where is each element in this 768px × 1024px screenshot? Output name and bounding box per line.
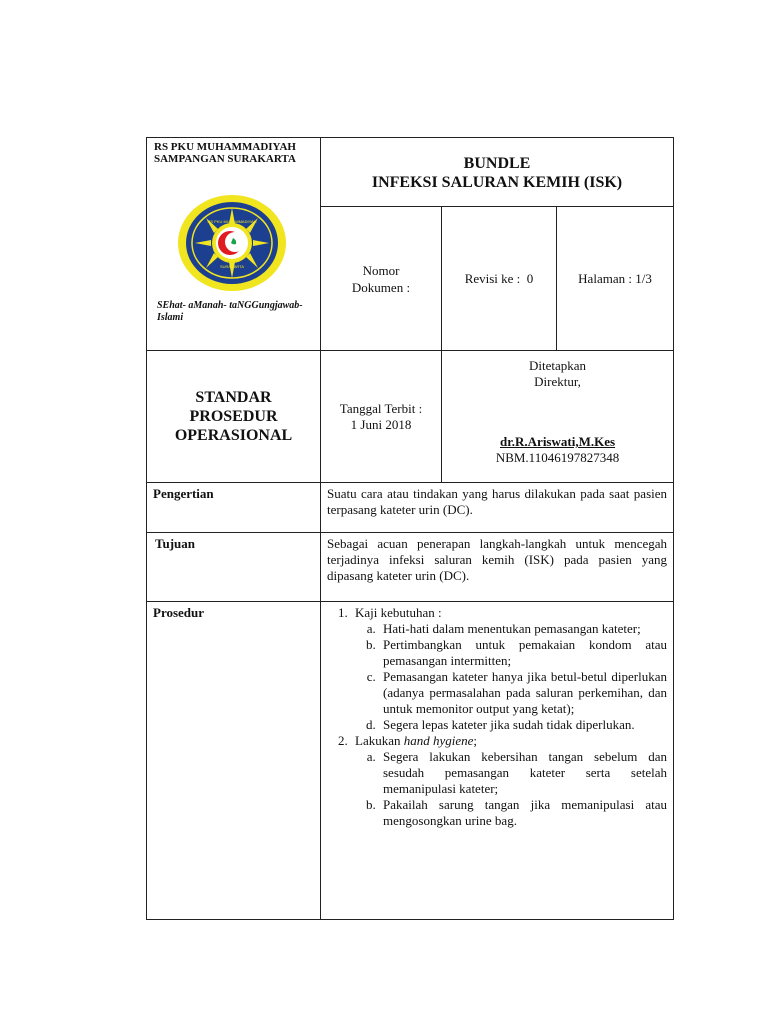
tujuan-text: Sebagai acuan penerapan langkah-langkah untuk mencegah terjadinya infeksi saluran kemih (ISK) pada pasien yang dipasang kateter urin (DC). — [321, 533, 674, 602]
signature-cell — [442, 351, 674, 483]
list-item: d. Segera lepas kateter jika sudah tidak diperlukan. — [379, 717, 667, 733]
tanggal-terbit-label: Tanggal Terbit : — [339, 400, 423, 416]
prosedur-substeps — [355, 749, 667, 829]
tujuan-label: Tujuan — [147, 533, 321, 602]
list-item: a. Segera lakukan kebersihan tangan sebelum dan sesudah pemasangan kateter serta setelah memanipulasi kateter; — [379, 749, 667, 797]
sop-table — [146, 137, 674, 920]
hospital-motto: SEhat- aManah- taNGGungjawab- Islami — [157, 300, 303, 323]
signer-nbm: NBM.11046197827348 — [495, 450, 620, 465]
prosedur-substeps — [355, 621, 667, 733]
list-item: b. Pertimbangkan untuk pemakaian kondom atau pemasangan intermitten; — [379, 637, 667, 669]
halaman-cell: Halaman : 1/3 — [557, 207, 674, 351]
svg-text:RS PKU MUHAMMADIYAH: RS PKU MUHAMMADIYAH — [207, 219, 257, 224]
revisi-cell: Revisi ke : 0 — [442, 207, 557, 351]
sop-title: STANDAR PROSEDUR OPERASIONAL — [174, 389, 293, 444]
tanggal-terbit-value: 1 Juni 2018 — [350, 416, 412, 432]
bundle-title-cell — [321, 138, 674, 207]
list-item: c. Pemasangan kateter hanya jika betul-betul diperlukan (adanya permasalahan pada saluran perkemihan, dan untuk memonitor output yang ketat); — [379, 669, 667, 717]
bundle-title: BUNDLE INFEKSI SALURAN KEMIH (ISK) — [371, 155, 623, 191]
ditetapkan-label: Ditetapkan — [528, 358, 587, 373]
sop-title-cell — [147, 351, 321, 483]
prosedur-step: 1. Kaji kebutuhan : a. Hati-hati dalam menentukan pemasangan kateter; b. Pertimbangkan untuk pemakaian kondom atau pemasangan intermitten; c. Pemasangan kateter hanya jika betul-betul diperlukan (adanya permasalahan pada saluran perkemihan, dan untuk memonitor output yang ketat); d. Segera lepas kateter jika sudah tidak diperlukan. — [351, 605, 667, 733]
nomor-dokumen-cell: Nomor Dokumen : — [321, 207, 442, 351]
pengertian-text: Suatu cara atau tindakan yang harus dilakukan pada saat pasien terpasang kateter urin (DC). — [321, 483, 674, 533]
signer-name: dr.R.Ariswati,M.Kes — [499, 434, 616, 449]
hospital-logo-icon — [177, 194, 287, 292]
sop-document — [146, 137, 673, 920]
tanggal-terbit-cell — [321, 351, 442, 483]
pengertian-label: Pengertian — [147, 483, 321, 533]
prosedur-step: 2. Lakukan hand hygiene; a. Segera lakukan kebersihan tangan sebelum dan sesudah pemasangan kateter serta setelah memanipulasi kateter; b. Pakailah sarung tangan jika memanipulasi atau mengosongkan urine bag. — [351, 733, 667, 829]
prosedur-steps — [327, 605, 667, 829]
svg-text:SURAKARTA: SURAKARTA — [219, 264, 245, 269]
prosedur-label: Prosedur — [147, 602, 321, 920]
list-item: a. Hati-hati dalam menentukan pemasangan kateter; — [379, 621, 667, 637]
list-item: b. Pakailah sarung tangan jika memanipulasi atau mengosongkan urine bag. — [379, 797, 667, 829]
hospital-cell — [147, 138, 321, 351]
prosedur-content — [321, 602, 674, 920]
hospital-name: RS PKU MUHAMMADIYAH SAMPANGAN SURAKARTA — [154, 141, 296, 165]
direktur-label: Direktur, — [534, 374, 581, 389]
